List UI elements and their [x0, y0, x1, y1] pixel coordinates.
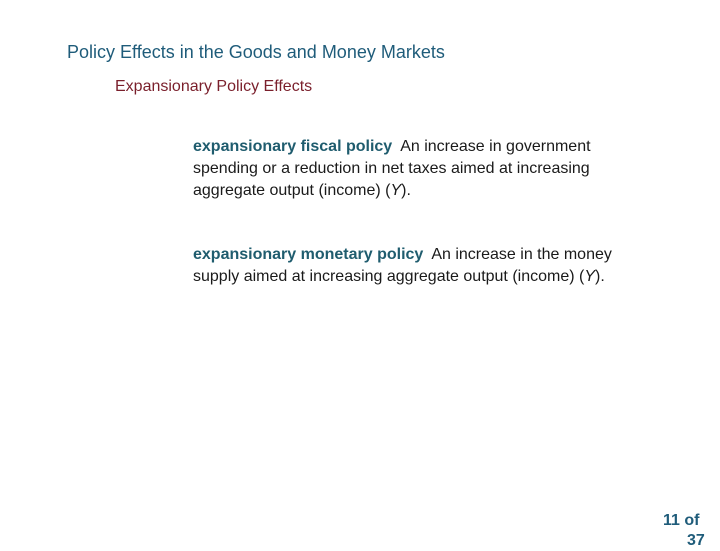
definition-text: An increase in the money supply aimed at increasing aggregate output (income) ( [193, 246, 617, 285]
definition-text-end: ). [401, 182, 411, 199]
definition-term: expansionary monetary policy [193, 246, 424, 263]
page-number [663, 511, 713, 551]
definition-text: An increase in government spending or a reduction in net taxes aimed at increasing aggregate output (income) ( [193, 138, 595, 199]
page-number-line2: 37 [687, 532, 705, 549]
definition-text-end: ). [595, 268, 605, 285]
definition-term: expansionary fiscal policy [193, 138, 393, 155]
definition-fiscal-policy [193, 136, 623, 202]
slide-subtitle: Expansionary Policy Effects [115, 78, 313, 95]
output-symbol: Y [584, 268, 595, 285]
page-number-line1: 11 of [663, 512, 700, 529]
definition-monetary-policy [193, 244, 623, 288]
output-symbol: Y [390, 182, 402, 199]
slide-title: Policy Effects in the Goods and Money Markets [67, 42, 445, 62]
